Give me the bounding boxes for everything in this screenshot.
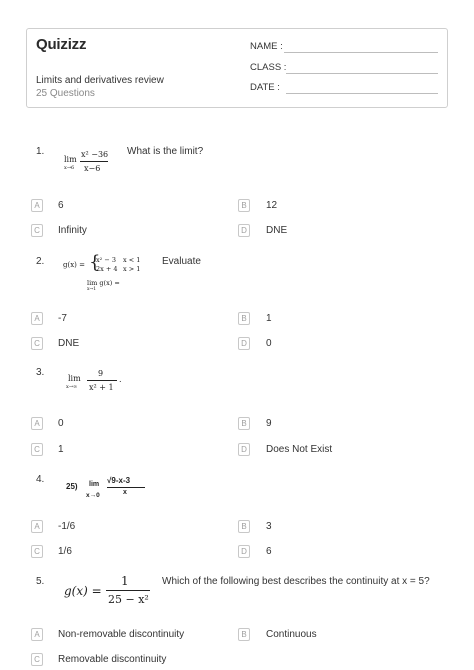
option-letter-a[interactable]: A bbox=[31, 199, 43, 212]
date-label: DATE : bbox=[250, 82, 280, 93]
fraction-bar bbox=[87, 380, 117, 381]
option-letter-c[interactable]: C bbox=[31, 653, 43, 666]
option-letter-d[interactable]: D bbox=[238, 224, 250, 237]
quizizz-logo: Quizizz bbox=[36, 36, 87, 53]
problem-label: 25) bbox=[66, 482, 78, 491]
question-text: Evaluate bbox=[162, 256, 201, 267]
fraction-numerator: x² −36 bbox=[81, 150, 109, 159]
option-letter-a[interactable]: A bbox=[31, 520, 43, 533]
piece-two-condition: x > 1 bbox=[123, 265, 141, 273]
option-letter-b[interactable]: B bbox=[238, 312, 250, 325]
limit-subscript: x→6 bbox=[64, 165, 75, 171]
function-label: g(x) = bbox=[63, 261, 85, 269]
option-letter-c[interactable]: C bbox=[31, 545, 43, 558]
option-b-text[interactable]: 3 bbox=[266, 521, 272, 532]
question-text: Which of the following best describes the continuity at x = 5? bbox=[162, 576, 430, 587]
option-d-text[interactable]: 6 bbox=[266, 546, 272, 557]
function-label: g(x) = bbox=[64, 584, 102, 598]
option-a-text[interactable]: 0 bbox=[58, 418, 64, 429]
question-number: 4. bbox=[36, 474, 45, 485]
class-line[interactable] bbox=[286, 73, 438, 74]
date-line[interactable] bbox=[286, 93, 438, 94]
option-a-text[interactable]: -7 bbox=[58, 313, 67, 324]
fraction-bar bbox=[107, 487, 145, 488]
fraction-denominator: 25 − x² bbox=[108, 593, 149, 606]
limit-subscript: x→∞ bbox=[66, 384, 78, 390]
fraction-numerator: 1 bbox=[121, 574, 129, 588]
option-letter-b[interactable]: B bbox=[238, 417, 250, 430]
option-b-text[interactable]: Continuous bbox=[266, 629, 317, 640]
option-letter-a[interactable]: A bbox=[31, 417, 43, 430]
worksheet-title: Limits and derivatives review bbox=[36, 75, 164, 86]
fraction-denominator: x−6 bbox=[84, 164, 101, 173]
option-c-text[interactable]: 1 bbox=[58, 444, 64, 455]
brace-icon: { bbox=[89, 252, 101, 273]
question-number: 1. bbox=[36, 146, 45, 157]
option-letter-a[interactable]: A bbox=[31, 628, 43, 641]
option-letter-c[interactable]: C bbox=[31, 337, 43, 350]
limit-expression: lim g(x) = bbox=[87, 279, 120, 287]
option-c-text[interactable]: 1/6 bbox=[58, 546, 72, 557]
fraction-denominator: x² + 1 bbox=[89, 383, 114, 392]
option-letter-c[interactable]: C bbox=[31, 443, 43, 456]
option-d-text[interactable]: Does Not Exist bbox=[266, 444, 333, 455]
fraction-bar bbox=[80, 161, 108, 162]
option-c-text[interactable]: Removable discontinuity bbox=[58, 654, 167, 665]
option-a-text[interactable]: 6 bbox=[58, 200, 64, 211]
limit-subscript: x→0 bbox=[86, 492, 100, 499]
option-letter-d[interactable]: D bbox=[238, 443, 250, 456]
piece-two: 2x + 4 bbox=[96, 265, 118, 273]
option-a-text[interactable]: Non-removable discontinuity bbox=[58, 629, 185, 640]
fraction-numerator: √9-x-3 bbox=[107, 476, 131, 485]
question-number: 5. bbox=[36, 576, 45, 587]
limit-symbol: lim bbox=[64, 155, 77, 164]
piece-one: x² − 3 bbox=[96, 256, 116, 264]
option-letter-b[interactable]: B bbox=[238, 199, 250, 212]
class-label: CLASS : bbox=[250, 62, 287, 73]
limit-subscript: x→1 bbox=[87, 287, 97, 292]
option-letter-a[interactable]: A bbox=[31, 312, 43, 325]
piece-one-condition: x < 1 bbox=[123, 256, 141, 264]
option-b-text[interactable]: 9 bbox=[266, 418, 272, 429]
question-number: 3. bbox=[36, 367, 45, 378]
question-text: What is the limit? bbox=[127, 146, 204, 157]
name-line[interactable] bbox=[284, 52, 438, 53]
option-letter-d[interactable]: D bbox=[238, 337, 250, 350]
question-count: 25 Questions bbox=[36, 88, 95, 99]
fraction-numerator: 9 bbox=[98, 369, 104, 378]
option-b-text[interactable]: 1 bbox=[266, 313, 272, 324]
option-b-text[interactable]: 12 bbox=[266, 200, 278, 211]
option-letter-b[interactable]: B bbox=[238, 628, 250, 641]
name-label: NAME : bbox=[250, 41, 283, 52]
option-letter-c[interactable]: C bbox=[31, 224, 43, 237]
limit-symbol: lim bbox=[68, 374, 81, 383]
question-number: 2. bbox=[36, 256, 45, 267]
option-letter-b[interactable]: B bbox=[238, 520, 250, 533]
option-letter-d[interactable]: D bbox=[238, 545, 250, 558]
fraction-denominator: x bbox=[123, 489, 127, 496]
limit-symbol: lim bbox=[89, 481, 100, 488]
period: . bbox=[119, 375, 122, 384]
option-c-text[interactable]: DNE bbox=[58, 338, 80, 349]
option-c-text[interactable]: Infinity bbox=[58, 225, 87, 236]
option-a-text[interactable]: -1/6 bbox=[58, 521, 76, 532]
option-d-text[interactable]: 0 bbox=[266, 338, 272, 349]
option-d-text[interactable]: DNE bbox=[266, 225, 288, 236]
fraction-bar bbox=[106, 590, 150, 591]
